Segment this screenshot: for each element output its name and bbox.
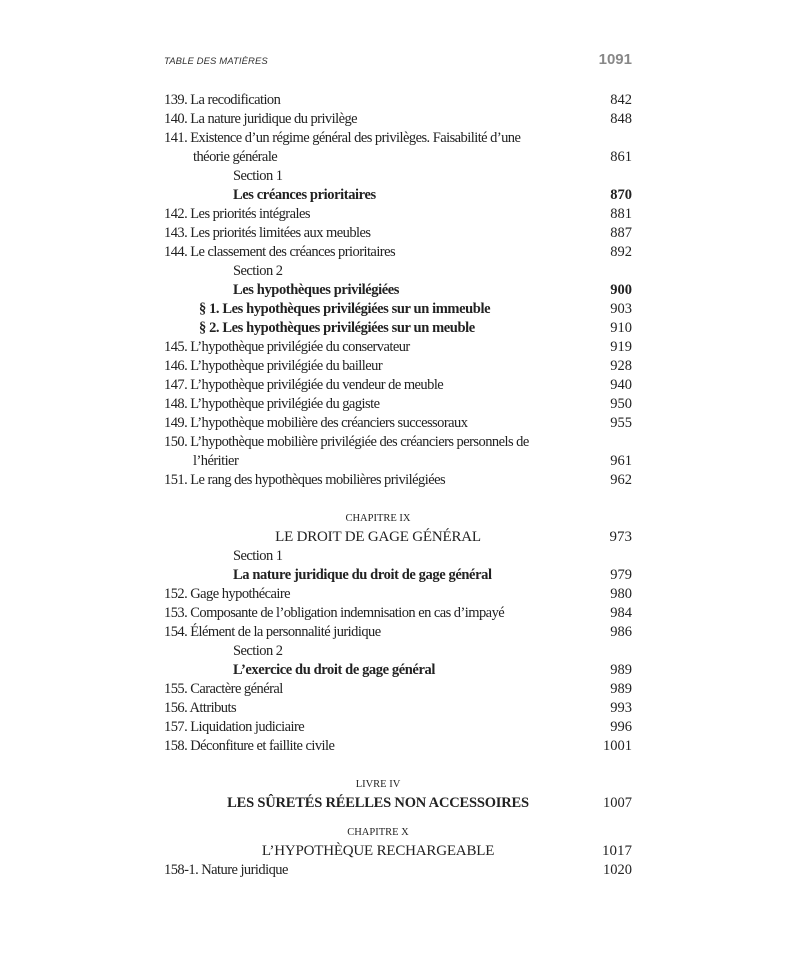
- toc-entry[interactable]: [164, 414, 632, 433]
- toc-entry[interactable]: [164, 737, 632, 756]
- entry-page: 961: [610, 453, 632, 469]
- entry-label: 142. Les priorités intégrales: [164, 206, 310, 222]
- entry-label: 140. La nature juridique du privilège: [164, 111, 358, 127]
- section-label: Section 1: [233, 548, 283, 564]
- chapter-heading[interactable]: [164, 528, 632, 547]
- entry-page: 848: [610, 111, 632, 127]
- entry-label: 144. Le classement des créances prioritaires: [164, 244, 396, 260]
- toc-entry[interactable]: [164, 585, 632, 604]
- entry-label: 154. Élément de la personnalité juridique: [164, 624, 381, 640]
- page-number: 1091: [598, 51, 632, 68]
- section-heading[interactable]: [164, 186, 632, 205]
- toc-entry[interactable]: [164, 680, 632, 699]
- toc-entry[interactable]: [164, 91, 632, 110]
- entry-label: 151. Le rang des hypothèques mobilières privilégiées: [164, 472, 446, 488]
- toc-entry[interactable]: [164, 699, 632, 718]
- toc-entry-continuation[interactable]: [164, 452, 632, 471]
- toc-entry[interactable]: [164, 604, 632, 623]
- entry-page: 973: [609, 529, 632, 545]
- toc-entry[interactable]: [164, 205, 632, 224]
- toc-entry[interactable]: [164, 433, 632, 452]
- book-title: LES SÛRETÉS RÉELLES NON ACCESSOIRES: [227, 795, 529, 811]
- entry-page: 928: [610, 358, 632, 374]
- entry-page: 870: [610, 187, 632, 203]
- entry-label: 139. La recodification: [164, 92, 281, 108]
- entry-label: 148. L’hypothèque privilégiée du gagiste: [164, 396, 380, 412]
- toc-entry[interactable]: [164, 224, 632, 243]
- entry-label: 146. L’hypothèque privilégiée du bailleur: [164, 358, 383, 374]
- entry-page: 903: [610, 301, 632, 317]
- entry-page: 962: [610, 472, 632, 488]
- spacer: [164, 490, 632, 509]
- book-label: LIVRE IV: [355, 779, 401, 790]
- entry-page: 1007: [603, 795, 632, 811]
- chapter-label: CHAPITRE X: [347, 827, 409, 838]
- entry-label: 147. L’hypothèque privilégiée du vendeur de meuble: [164, 377, 444, 393]
- entry-page: 986: [610, 624, 632, 640]
- toc-entry[interactable]: [164, 338, 632, 357]
- entry-label: théorie générale: [193, 149, 278, 165]
- toc-entry[interactable]: [164, 376, 632, 395]
- section-title: La nature juridique du droit de gage général: [233, 567, 492, 583]
- toc-entry[interactable]: [164, 471, 632, 490]
- entry-label: 156. Attributs: [164, 700, 237, 716]
- section-label: Section 1: [233, 168, 283, 184]
- entry-label: 157. Liquidation judiciaire: [164, 719, 305, 735]
- toc-entry[interactable]: [164, 243, 632, 262]
- section-label: Section 2: [233, 263, 283, 279]
- toc-entry[interactable]: [164, 395, 632, 414]
- entry-page: 881: [610, 206, 632, 222]
- entry-page: 1020: [603, 862, 632, 878]
- entry-label: 143. Les priorités limitées aux meubles: [164, 225, 371, 241]
- paragraph-title: § 1. Les hypothèques privilégiées sur un immeuble: [199, 301, 491, 317]
- entry-page: 980: [610, 586, 632, 602]
- section-title: L’exercice du droit de gage général: [233, 662, 435, 678]
- section-heading[interactable]: [164, 566, 632, 585]
- entry-page: 950: [610, 396, 632, 412]
- entry-label: 158-1. Nature juridique: [164, 862, 288, 878]
- entry-page: 993: [610, 700, 632, 716]
- entry-page: 919: [610, 339, 632, 355]
- entry-label: 158. Déconfiture et faillite civile: [164, 738, 335, 754]
- entry-page: 910: [610, 320, 632, 336]
- toc-entry[interactable]: [164, 861, 632, 880]
- toc-entry[interactable]: [164, 129, 632, 148]
- entry-page: 996: [610, 719, 632, 735]
- entry-label: 155. Caractère général: [164, 681, 283, 697]
- entry-page: 979: [610, 567, 632, 583]
- entry-label: 141. Existence d’un régime général des privilèges. Faisabilité d’une: [164, 130, 521, 146]
- toc-entry-continuation[interactable]: [164, 148, 632, 167]
- section-title: Les hypothèques privilégiées: [233, 282, 400, 298]
- chapter-heading[interactable]: [164, 842, 632, 861]
- toc-entry[interactable]: [164, 623, 632, 642]
- chapter-title: LE DROIT DE GAGE GÉNÉRAL: [275, 529, 481, 545]
- toc-entry[interactable]: [164, 110, 632, 129]
- chapter-title: L’HYPOTHÈQUE RECHARGEABLE: [261, 843, 495, 859]
- running-title: TABLE DES MATIÈRES: [164, 56, 268, 67]
- section-heading[interactable]: [164, 661, 632, 680]
- chapter-label: CHAPITRE IX: [345, 513, 411, 524]
- toc-entry[interactable]: [164, 718, 632, 737]
- entry-label: 150. L’hypothèque mobilière privilégiée des créanciers personnels de: [164, 434, 529, 450]
- entry-label: 149. L’hypothèque mobilière des créanciers successoraux: [164, 415, 468, 431]
- entry-page: 1001: [603, 738, 632, 754]
- section-label: Section 2: [233, 643, 283, 659]
- entry-label: 145. L’hypothèque privilégiée du conservateur: [164, 339, 410, 355]
- section-heading[interactable]: [164, 281, 632, 300]
- entry-page: 989: [610, 681, 632, 697]
- entry-page: 861: [610, 149, 632, 165]
- entry-page: 984: [610, 605, 632, 621]
- entry-page: 892: [610, 244, 632, 260]
- entry-page: 887: [610, 225, 632, 241]
- entry-label: 152. Gage hypothécaire: [164, 586, 290, 602]
- paragraph-title: § 2. Les hypothèques privilégiées sur un meuble: [199, 320, 475, 336]
- entry-page: 955: [610, 415, 632, 431]
- entry-page: 900: [610, 282, 632, 298]
- entry-label: 153. Composante de l’obligation indemnisation en cas d’impayé: [164, 605, 505, 621]
- section-title: Les créances prioritaires: [233, 187, 376, 203]
- spacer: [164, 813, 632, 823]
- table-of-contents: [164, 91, 632, 880]
- book-heading[interactable]: [164, 794, 632, 813]
- toc-entry[interactable]: [164, 357, 632, 376]
- entry-page: 989: [610, 662, 632, 678]
- spacer: [164, 756, 632, 775]
- entry-page: 1017: [602, 843, 632, 859]
- paragraph-heading[interactable]: [164, 319, 632, 338]
- entry-page: 842: [610, 92, 632, 108]
- entry-label: l’héritier: [193, 453, 239, 469]
- paragraph-heading[interactable]: [164, 300, 632, 319]
- entry-page: 940: [610, 377, 632, 393]
